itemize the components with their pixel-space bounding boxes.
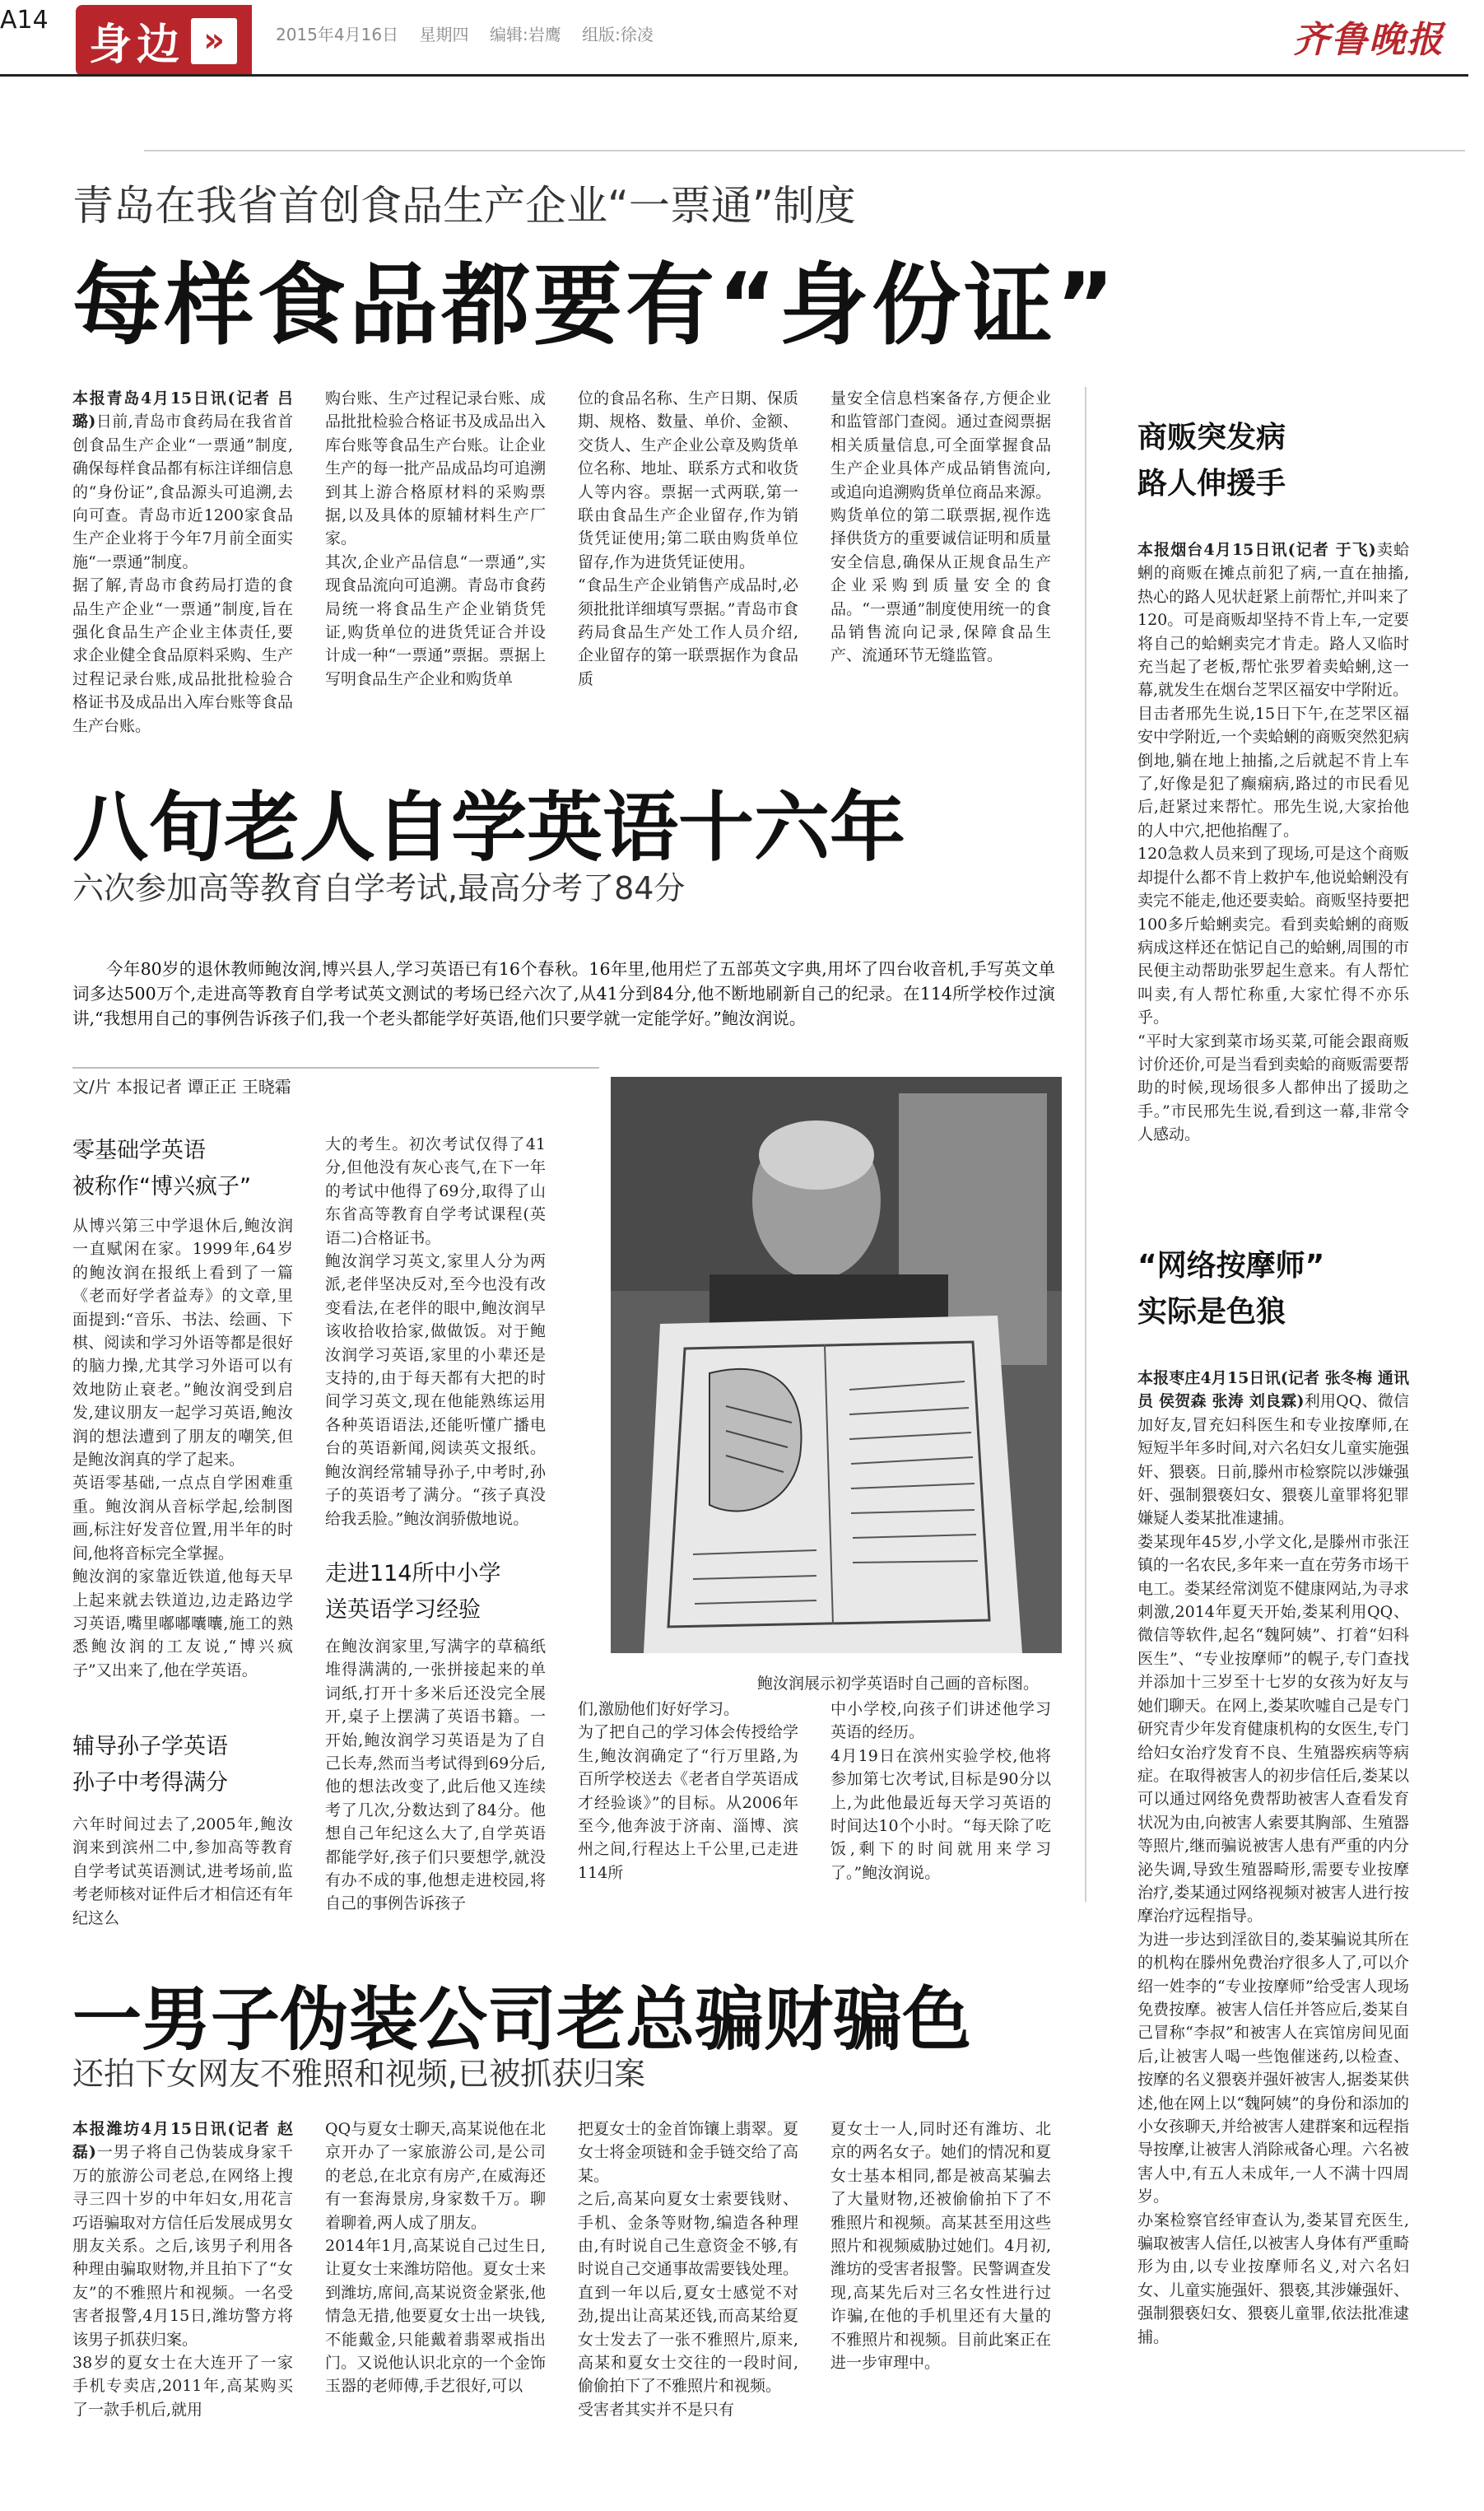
- story1-col1-text: 日前,青岛市食药局在我省首创食品生产企业“一票通”制度,确保每样食品都有标注详细信息的“身份证”,食品源头可追溯,去向可查。青岛市近1200家食品生产企业将于今年7月前全面实施“一票通”制度。 据了解,青岛市食药局打造的食品生产企业“一票通”制度,旨在强化食品生产企业主体责任,要求企业健全食品原料采购、生产过程记录台账,成品批批检验合格证书及成品出入库台账等食品生产台账。: [72, 412, 293, 735]
- masthead-logo: 齐鲁晚报: [1293, 19, 1444, 61]
- header-meta: [276, 21, 654, 45]
- story2-col3: 们,激励他们好好学习。 为了把自己的学习体会传授给学生,鲍汝润确定了“行万里路,为百所学校送去《老者自学英语成才经验谈》”的目标。从2006年至今,他奔波于济南、淄博、滨州之间,行程达上千公里,已走进114所: [578, 1700, 798, 1882]
- story2-col2b: 在鲍汝润家里,写满字的草稿纸堆得满满的,一张拼接起来的单词纸,打开十多米后还没完全展开,桌子上摆满了英语书籍。一开始,鲍汝润学习英语是为了自己长寿,然而当考试得到69分后,他的想法改变了,此后他又连续考了几次,分数达到了84分。他想自己年纪这么大了,自学英语都能学好,孩子们只要想学,就没有办不成的事,他想走进校园,将自己的事例告诉孩子: [325, 1638, 546, 1913]
- sidebar2-headline: “网络按摩师” 实际是色狼: [1137, 1249, 1325, 1329]
- sidebar2-text: 利用QQ、微信加好友,冒充妇科医生和专业按摩师,在短短半年多时间,对六名妇女儿童实施强奸、猥亵。日前,滕州市检察院以涉嫌强奸、强制猥亵妇女、猥亵儿童罪将犯罪嫌疑人娄某批准逮捕。 娄某现年45岁,小学文化,是滕州市张汪镇的一名农民,多年来一直在劳务市场干电工。娄某经常浏览不健康网站,为寻求刺激,2014年夏天开始,娄某利用QQ、微信等软件,起名“魏阿姨”、打着“妇科医生”、“专业按摩师”的幌子,专门查找并添加十三岁至十七岁的女孩为好友与她们聊天。在网上,娄某吹嘘自己是专门研究青少年发育健康机构的女医生,专门给妇女治疗发育不良、生殖器疾病等病症。在取得被害人的初步信任后,娄某以可以通过网络免费帮助被害人查看发育状况为由,向被害人索要其胸部、生殖器等照片,继而骗说被害人患有严重的内分泌失调,导致生殖器畸形,需要专业按摩治疗,娄某通过网络视频对被害人进行按摩治疗远程指导。 为进一步达到淫欲目的,娄某骗说其所在的机构在滕州免费治疗很多人了,可以介绍一姓李的“专业按摩师”给受害人现场免费按摩。被害人信任并答应后,娄某自己冒称“李叔”和被害人在宾馆房间见面后,让被害人喝一些饱催迷药,以检查、按摩的名义猥亵并强奸被害人,据娄某供述,他在网上以“魏阿姨”的身份和添加的小女孩聊天,并给被害人建群案和远程指导按摩,让被害人消除戒备心理。六名被害人中,有五人未成年,一人不满十四周岁。 办案检察官经审查认为,娄某冒充医生,骗取被害人信任,以被害人身体有严重畸形为由,以专业按摩师名义,对六名妇女、儿童实施强奸、猥亵,其涉嫌强奸、强制猥亵妇女、猥亵儿童罪,依法批准逮捕。: [1137, 1392, 1409, 2346]
- story3-subhead: 还拍下女网友不雅照和视频,已被抓获归案: [72, 2056, 646, 2092]
- story2-byline: 文/片 本报记者 谭正正 王晓霜: [72, 1077, 291, 1097]
- sidebar1-text: 卖蛤蜊的商贩在摊点前犯了病,一直在抽搐,热心的路人见状赶紧上前帮忙,并叫来了120。可是商贩却坚持不肯上车,一定要将自己的蛤蜊卖完才肯走。路人又临时充当起了老板,帮忙张罗着卖蛤蜊,这一幕,就发生在烟台芝罘区福安中学附近。 目击者邢先生说,15日下午,在芝罘区福安中学附近,一个卖蛤蜊的商贩突然犯病倒地,躺在地上抽搐,之后就起不肯上车了,好像是犯了癫痫病,路过的市民看见后,赶紧过来帮忙。邢先生说,大家抬他的人中穴,把他掐醒了。 120急救人员来到了现场,可是这个商贩却提什么都不肯上救护车,他说蛤蜊没有卖完不能走,他还要卖蛤。商贩坚持要把100多斤蛤蜊卖完。看到卖蛤蜊的商贩病成这样还在惦记自己的蛤蜊,周围的市民便主动帮助张罗起生意来。有人帮忙叫卖,有人帮忙称重,大家忙得不亦乐乎。 “平时大家到菜市场买菜,可能会跟商贩讨价还价,可是当看到卖蛤的商贩需要帮助的时候,现场很多人都伸出了援助之手。”市民邢先生说,看到这一幕,非常令人感动。: [1137, 541, 1409, 1144]
- story2-intro: 今年80岁的退休教师鲍汝润,博兴县人,学习英语已有16个春秋。16年里,他用烂了五部英文字典,用坏了四台收音机,手写英文单词多达500万个,走进高等教育自学考试英文测试的考场已经六次了,从41分到84分,他不断地刷新自己的纪录。在114所学校作过演讲,“我想用自己的事例告诉孩子们,我一个老头都能学好英语,他们只要学就一定能学好。”鲍汝润说。: [72, 959, 1055, 1028]
- story2-headline: 八旬老人自学英语十六年: [72, 784, 906, 872]
- sidebar2-dateline: 本报枣庄4月15日讯(记者 张冬梅 通讯员 侯贺森 张涛 刘良霖): [1137, 1369, 1409, 1411]
- story2-col2a: 大的考生。初次考试仅得了41分,但他没有灰心丧气,在下一年的考试中他得了69分,取得了山东省高等教育自学考试课程(英语二)合格证书。 鲍汝润学习英文,家里人分为两派,老伴坚决反对,至今也没有改变看法,在老伴的眼中,鲍汝润早该收拾收拾家,做做饭。对于鲍汝润学习英语,家里的小辈还是支持的,由于每天都有大把的时间学习英文,现在他能熟练运用各种英语语法,还能听懂广播电台的英语新闻,阅读英文报纸。鲍汝润经常辅导孙子,中考时,孙子的英语考了满分。“孩子真没给我丢脸。”鲍汝润骄傲地说。: [325, 1135, 546, 1528]
- weekday: 星期四: [419, 25, 469, 44]
- story1-headline: 每样食品都要有“身份证”: [72, 254, 1118, 357]
- sidebar1-body: [1137, 538, 1409, 1207]
- section-name: 身边: [89, 21, 185, 70]
- story2-photo: [611, 1077, 1062, 1653]
- story3-col1: [72, 2117, 293, 2496]
- sidebar1-headline: 商贩突发病 路人伸援手: [1137, 421, 1286, 501]
- designer: 组版:徐凌: [582, 25, 654, 44]
- story2-col4: 中小学校,向孩子们讲述他学习英语的经历。 4月19日在滨州实验学校,他将参加第七次考试,目标是90分以上,为此他最近每天学习英语的时间达10个小时。“每天除了吃饭,剩下的时间就用来学习了。”鲍汝润说。: [830, 1700, 1051, 1882]
- story2-subhead: 六次参加高等教育自学考试,最高分考了84分: [72, 870, 686, 906]
- sidebar2-body: [1137, 1367, 1409, 2496]
- story2-photo-caption: 鲍汝润展示初学英语时自己画的音标图。: [757, 1675, 1040, 1693]
- story1-col1: [72, 387, 293, 739]
- story2-crosshead-3: 走进114所中小学 送英语学习经验: [325, 1561, 501, 1623]
- story3-col2: QQ与夏女士聊天,高某说他在北京开办了一家旅游公司,是公司的老总,在北京有房产,在威海还有一套海景房,身家数千万。聊着聊着,两人成了朋友。 2014年1月,高某说自己过生日,让夏女士来潍坊陪他。夏女士来到潍坊,席间,高某说资金紧张,他情急无措,他要夏女士出一块钱,不能戴金,只能戴着翡翠戒指出门。又说他认识北京的一个金饰玉器的老师傅,手艺很好,可以: [325, 2120, 546, 2396]
- byline-rule: [72, 1067, 599, 1069]
- sidebar1-dateline: 本报烟台4月15日讯(记者 于飞): [1137, 541, 1376, 559]
- header-rule: [0, 74, 1468, 77]
- story3-headline: 一男子伪装公司老总骗财骗色: [72, 1979, 972, 2060]
- story1-dateline: 本报青岛4月15日讯(记者 吕璐): [72, 389, 293, 431]
- chevron-right-icon: »: [191, 18, 237, 64]
- story3-col4: 夏女士一人,同时还有潍坊、北京的两名女子。她们的情况和夏女士基本相同,都是被高某骗去了大量财物,还被偷偷拍下了不雅照片和视频。高某甚至用这些照片和视频威胁过她们。4月初,潍坊的受害者报警。民警调查发现,高某先后对三名女性进行过诈骗,在他的手机里还有大量的不雅照片和视频。目前此案正在进一步审理中。: [830, 2120, 1051, 2373]
- story2-crosshead-1: 零基础学英语 被称作“博兴疯子”: [72, 1138, 251, 1200]
- story3-dateline: 本报潍坊4月15日讯(记者 赵磊): [72, 2120, 293, 2162]
- issue-date: 2015年4月16日: [276, 25, 399, 44]
- elderly-man-holding-chart-image: [611, 1077, 1062, 1653]
- story1-col2: 购台账、生产过程记录台账、成品批批检验合格证书及成品出入库台账等食品生产台账。让企业生产的每一批产品成品均可追溯到其上游合格原材料的采购票据,以及具体的原辅材料生产厂家。 其次,企业产品信息“一票通”,实现食品流向可追溯。青岛市食药局统一将食品生产企业销货凭证,购货单位的进货凭证合并设计成一种“一票通”票据。票据上写明食品生产企业和购货单: [325, 389, 546, 688]
- sidebar-divider: [1085, 387, 1086, 1902]
- story1-col4: 量安全信息档案备存,方便企业和监管部门查阅。通过查阅票据相关质量信息,可全面掌握食品生产企业具体产成品销售流向,或追向追溯购货单位商品来源。购货单位的第二联票据,视作选择供货方的重要诚信证明和质量安全信息,确保从正规食品生产企业采购到质量安全的食品。“一票通”制度使用统一的食品销售流向记录,保障食品生产、流通环节无缝监管。: [830, 389, 1051, 665]
- story3-col3: 把夏女士的金首饰镶上翡翠。夏女士将金项链和金手链交给了高某。 之后,高某向夏女士索要钱财、手机、金条等财物,编造各种理由,有时说自己生意资金不够,有时说自己交通事故需要钱处理。直到一年以后,夏女士感觉不对劲,提出让高某还钱,而高某给夏女士发去了一张不雅照片,原来,高某和夏女士交往的一段时间,偷偷拍下了不雅照片和视频。 受害者其实并不是只有: [578, 2120, 798, 2419]
- story1-kicker: 青岛在我省首创食品生产企业“一票通”制度: [72, 182, 856, 230]
- header-rule-thin: [144, 150, 1465, 151]
- editor: 编辑:岩鹰: [489, 25, 561, 44]
- story1-col3: 位的食品名称、生产日期、保质期、规格、数量、单价、金额、交货人、生产企业公章及购货单位名称、地址、联系方式和收货人等内容。票据一式两联,第一联由食品生产企业留存,作为销货凭证使用;第二联由购货单位留存,作为进货凭证使用。 “食品生产企业销售产成品时,必须批批详细填写票据。”青岛市食药局食品生产处工作人员介绍,企业留存的第一联票据作为食品质: [578, 389, 798, 688]
- page-number: A14: [0, 6, 49, 35]
- story3-col1-text: 一男子将自己伪装成身家千万的旅游公司老总,在网络上搜寻三四十岁的中年妇女,用花言巧语骗取对方信任后发展成男女朋友关系。之后,该男子利用各种理由骗取财物,并且拍下了“女友”的不雅照片和视频。一名受害者报警,4月15日,潍坊警方将该男子抓获归案。 38岁的夏女士在大连开了一家手机专卖店,2011年,高某购买了一款手机后,就用: [72, 2143, 293, 2419]
- story2-col1a: 从博兴第三中学退休后,鲍汝润一直赋闲在家。1999年,64岁的鲍汝润在报纸上看到了一篇《老而好学者益寿》的文章,里面提到:“音乐、书法、绘画、下棋、阅读和学习外语等都是很好的脑力操,尤其学习外语可以有效地防止衰老。”鲍汝润受到启发,建议朋友一起学习英语,鲍汝润的想法遭到了朋友的嘲笑,但是鲍汝润真的学了起来。 英语零基础,一点点自学困难重重。鲍汝润从音标学起,绘制图画,标注好发音位置,用半年的时间,他将音标完全掌握。 鲍汝润的家靠近铁道,他每天早上起来就去铁道边,边走路边学习英语,嘴里嘟嘟囔囔,施工的熟悉鲍汝润的工友说,“博兴疯子”又出来了,他在学英语。: [72, 1217, 293, 1679]
- story2-col1b: 六年时间过去了,2005年,鲍汝润来到滨州二中,参加高等教育自学考试英语测试,进考场前,监考老师核对证件后才相信还有年纪这么: [72, 1815, 293, 1927]
- story2-crosshead-2: 辅导孙子学英语 孙子中考得满分: [72, 1734, 228, 1796]
